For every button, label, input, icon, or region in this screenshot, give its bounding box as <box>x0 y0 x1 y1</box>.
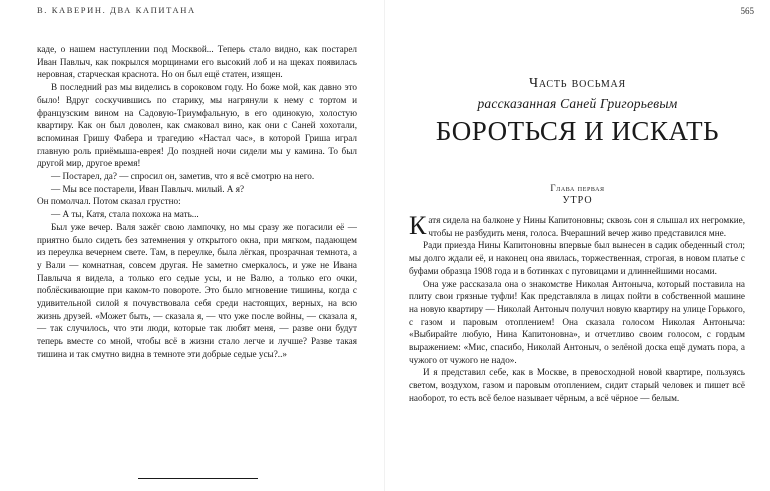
paragraph: Он помолчал. Потом сказал грустно: <box>37 196 181 207</box>
paragraph: каде, о нашем наступлении под Москвой... Теперь стало видно, как постарел Иван Павлыч, как покрылся морщинами его высокий лоб и на щеках появилась неровная, старческая краснота. Но он был ещё статен, изящен. <box>37 44 357 80</box>
opening-paragraph-text: атя сидела на балконе у Нины Капитоновны; сквозь сон я слышал их негромкие, чтобы не разбудить меня, голоса. Вчерашний вечер живо представился мне. <box>428 215 745 238</box>
paragraph: Ради приезда Нины Капитоновны впервые был вынесен в садик обеденный стол; мы долго ждали её, и наконец она явилась, торжественная, строгая, в новом платье с буфами образца 1908 года и в ботинках с пуговицами и длиннейшими носами. <box>409 240 745 276</box>
part-subtitle: рассказанная Саней Григорьевым <box>477 96 678 111</box>
page-number: 565 <box>740 6 754 16</box>
chapter-title: УТРО <box>562 195 593 206</box>
chapter-label: Глава первая <box>550 183 605 193</box>
paragraph: И я представил себе, как в Москве, в превосходной новой квартире, пользуясь светом, воздухом, газом и паровым отоплением, сидит старый человек и пишет всё наоборот, то есть всё белое называет чёрным, а всё чёрное — белым. <box>409 367 745 403</box>
left-body-text <box>37 43 357 361</box>
dialog-line: — Постарел, да? — спросил он, заметив, что я всё смотрю на него. <box>51 171 315 182</box>
running-head: В. КАВЕРИН. ДВА КАПИТАНА <box>37 5 196 15</box>
book-title: БОРОТЬСЯ И ИСКАТЬ <box>435 116 720 146</box>
paragraph: Был уже вечер. Валя зажёг свою лампочку, но мы сразу же погасили её — приятно было сидеть без затемнения у открытого окна, при мягком, падающем из переулка вечернем свете. Там, в переулке, была лёгкая, прозрачная темнота, а у Вали — комнатная, совсем другая. Не заметно смеркалось, и уже не Ивана Павлыча я видела, а только его седые усы, и не Валю, а только его очки, поблёскивающие при каком-то повороте. Это было мгновение тишины, когда с удивительной силой я почувствовала себя среди настоящих, верных, на всю жизнь друзей. «Может быть, — сказала я, — что уже после войны, — сказала я, — так случилось, что эти люди, которые так любят меня, — разве они будут теперь вместе со мной, чтобы всё в жизни стало легче и лучше? Разве такая тишина и так смутно видна в темноте эти добрые седые усы?..» <box>37 221 357 359</box>
dialog-line: — Мы все постарели, Иван Павлыч. милый. А я? <box>51 183 245 194</box>
right-page <box>385 0 770 491</box>
paragraph: В последний раз мы виделись в сороковом году. Но боже мой, как давно это было! Вдруг соскучившись по старику, мы нагрянули к нему с тортом и французским вином на Садовую-Триумфальную, в его одинокую, холостую квартиру. Как он был доволен, как смаковал вино, как они с Саней хохотали, вспоминая Гришу Фабера и трагедию «Настал час», в которой Гриша играл главную роль приёмыша-еврея! До поздней ночи сидели мы у камина. То был другой мир, другое время! <box>37 82 357 169</box>
drop-cap: К <box>409 211 427 240</box>
dialog-line: — А ты, Катя, стала похожа на мать... <box>51 209 199 220</box>
paragraph: Она уже рассказала она о знакомстве Николая Антоныча, который поставила на плиту свои грязные туфли! Как представляла в лицах пойти в собственной машине на новую квартиру — Николай Антоныч получил новую квартиру на улице Горького, с газом и паровым отоплением! Она сказала голосом Николая Антоныча: «Выбирайте любую, Нина Капитоновна», и отчетливо своим голосом, с гордым выражением: «Мис, спасибо, Николай Антоныч, о зелёной доска ещё думать пора, а чужого от чужого не надо». <box>409 278 745 365</box>
part-label: Часть восьмая <box>528 76 627 91</box>
right-body-text <box>409 211 745 405</box>
section-divider <box>138 478 258 479</box>
opening-paragraph <box>409 211 745 240</box>
